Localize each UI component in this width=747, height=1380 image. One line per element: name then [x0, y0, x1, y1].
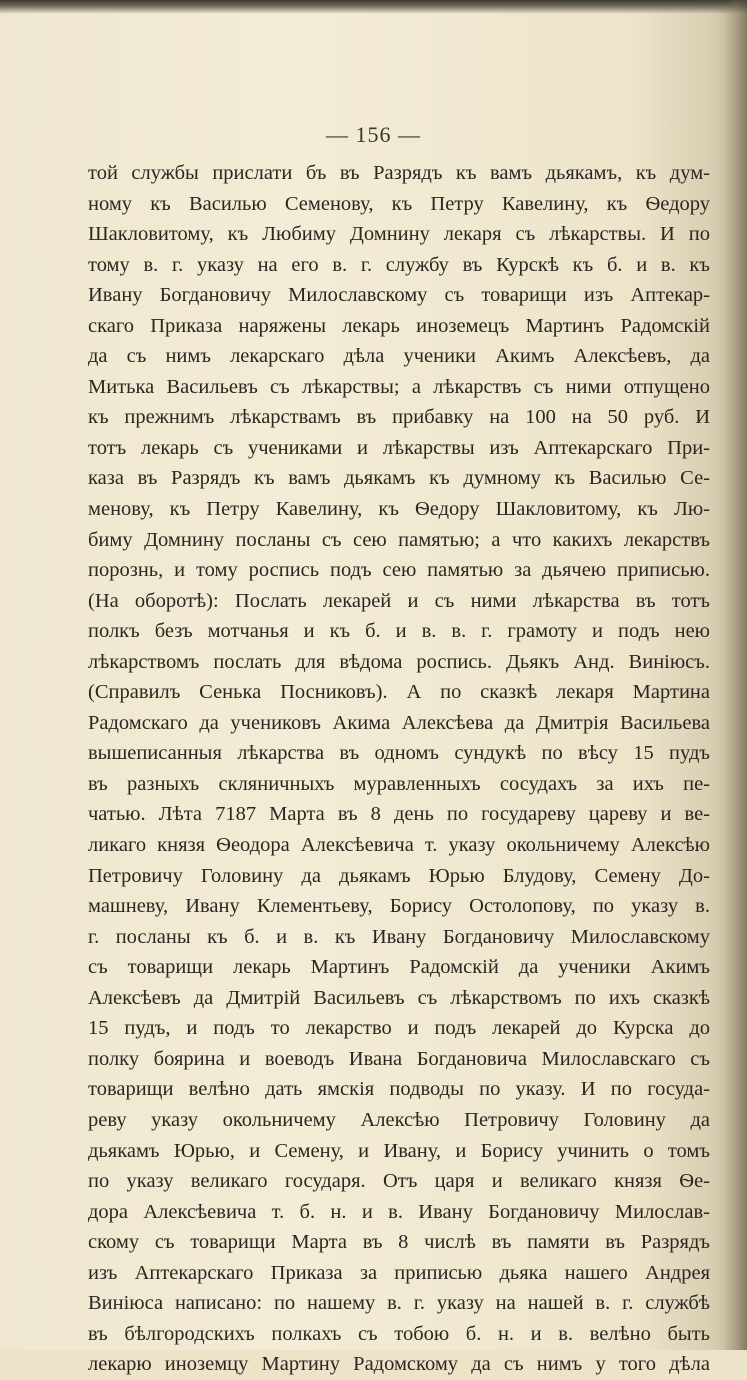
text-line: Алексѣевъ да Дмитрій Васильевъ съ лѣкарствомъ по ихъ сказкѣ — [88, 986, 710, 1009]
page-number: — 156 — — [326, 122, 421, 147]
text-line: Петровичу Головину да дьякамъ Юрью Блудову, Семену До- — [88, 864, 710, 887]
text-line: скаго Приказа наряжены лекарь иноземецъ Мартинъ Радомскій — [88, 314, 710, 337]
text-line: г. посланы къ б. и в. къ Ивану Богдановичу Милославскому — [88, 925, 710, 948]
text-line: да съ нимъ лекарскаго дѣла ученики Акимъ Алексѣевъ, да — [88, 345, 710, 368]
text-line: лѣкарствомъ послать для вѣдома роспись. Дьякъ Анд. Виніюсъ. — [88, 650, 710, 673]
top-edge-shadow — [0, 0, 747, 14]
text-line: 15 пудъ, и подъ то лекарство и подъ лекарей до Курска до — [88, 1017, 710, 1040]
text-line: тотъ лекарь съ учениками и лѣкарствы изъ Аптекарскаго При- — [88, 436, 710, 459]
text-line: Виніюса написано: по нашему в. г. указу на нашей в. г. службѣ — [88, 1292, 710, 1315]
text-line: въ разныхъ скляничныхъ муравленныхъ сосудахъ за ихъ пе- — [88, 772, 710, 795]
text-line: ликаго князя Ѳеодора Алексѣевича т. указу окольничему Алексѣю — [88, 834, 710, 857]
text-line: скому съ товарищи Марта въ 8 числѣ въ памяти въ Разрядъ — [88, 1231, 710, 1254]
text-line: Шакловитому, къ Любиму Домнину лекаря съ лѣкарствы. И по — [88, 223, 710, 246]
text-line: изъ Аптекарскаго Приказа за приписью дьяка нашего Андрея — [88, 1261, 710, 1284]
text-line: дора Алексѣевича т. б. н. и в. Ивану Богдановичу Милослав- — [88, 1200, 710, 1223]
text-line: товарищи велѣно дать ямскія подводы по указу. И по госуда- — [88, 1078, 710, 1101]
text-line: по указу великаго государя. Отъ царя и великаго князя Ѳе- — [88, 1170, 710, 1193]
text-line: полку боярина и воеводъ Ивана Богдановича Милославскаго съ — [88, 1047, 710, 1070]
text-line: (Справилъ Сенька Посниковъ). А по сказкѣ лекаря Мартина — [88, 681, 710, 704]
page-gutter-edge — [723, 0, 747, 1350]
text-line: полкъ безъ мотчанья и къ б. и в. в. г. грамоту и подъ нею — [88, 620, 710, 643]
text-line: порознь, и тому роспись подъ сею памятью за дьячею приписью. — [88, 559, 710, 582]
text-line: къ прежнимъ лѣкарствамъ въ прибавку на 100 на 50 руб. И — [88, 406, 710, 429]
text-line: менову, къ Петру Кавелину, къ Ѳедору Шакловитому, къ Лю- — [88, 498, 710, 521]
text-line: Митька Васильевъ съ лѣкарствы; а лѣкарствъ съ ними отпущено — [88, 375, 710, 398]
text-line: ному къ Василью Семенову, къ Петру Кавелину, къ Ѳедору — [88, 192, 710, 215]
text-line: съ товарищи лекарь Мартинъ Радомскій да ученики Акимъ — [88, 956, 710, 979]
text-line: тому в. г. указу на его в. г. службу въ Курскѣ къ б. и в. къ — [88, 253, 710, 276]
text-line: реву указу окольничему Алексѣю Петровичу Головину да — [88, 1108, 710, 1131]
text-line: чатью. Лѣта 7187 Марта въ 8 день по государеву цареву и ве- — [88, 803, 710, 826]
text-line: машневу, Ивану Клементьеву, Борису Остолопову, по указу в. — [88, 895, 710, 918]
text-line: биму Домнину посланы съ сею памятью; а что какихъ лекарствъ — [88, 528, 710, 551]
text-line: въ бѣлгородскихъ полкахъ съ тобою б. н. и в. велѣно быть — [88, 1322, 710, 1345]
text-line: каза въ Разрядъ къ вамъ дьякамъ къ думному къ Василью Се- — [88, 467, 710, 490]
text-line: вышеписанныя лѣкарства въ одномъ сундукѣ по вѣсу 15 пудъ — [88, 742, 710, 765]
text-line: той службы прислати бъ въ Разрядъ къ вамъ дьякамъ, къ дум- — [88, 162, 710, 184]
text-line: Ивану Богдановичу Милославскому съ товарищи изъ Аптекар- — [88, 284, 710, 307]
text-line: лекарю иноземцу Мартину Радомскому да съ нимъ у того дѣла — [88, 1353, 710, 1376]
body-text — [88, 158, 710, 1380]
text-line: Радомскаго да учениковъ Акима Алексѣева да Дмитрія Васильева — [88, 711, 710, 734]
text-line: (На оборотѣ): Послать лекарей и съ ними лѣкарства въ тотъ — [88, 589, 710, 612]
text-line: дьякамъ Юрью, и Семену, и Ивану, и Борису учинить о томъ — [88, 1139, 710, 1162]
